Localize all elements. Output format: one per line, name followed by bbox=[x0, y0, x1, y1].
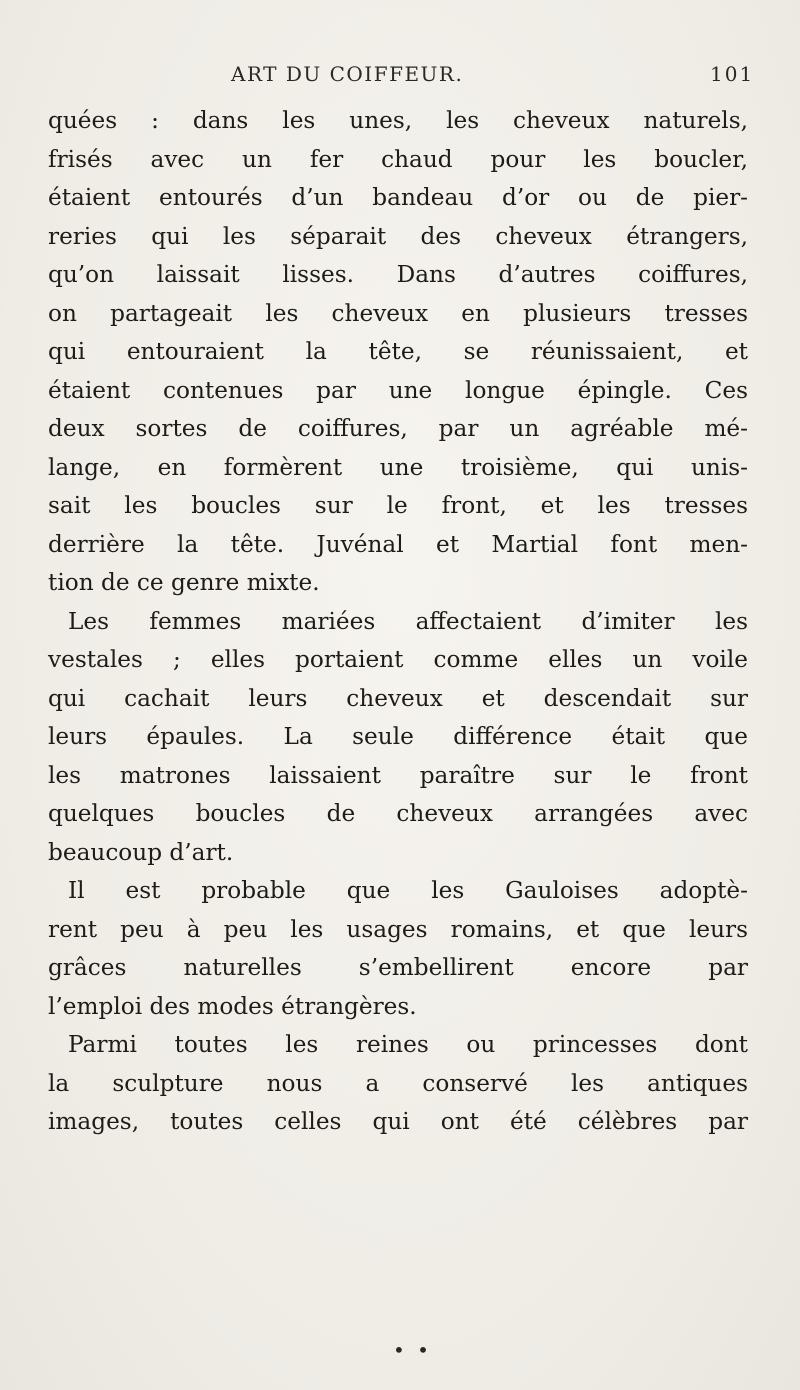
text-line: quées : dans les unes, les cheveux naturels, bbox=[48, 107, 748, 134]
text-line: images, toutes celles qui ont été célèbres par bbox=[48, 1108, 748, 1135]
text-line: deux sortes de coiffures, par un agréable mé- bbox=[48, 415, 748, 442]
text-line: étaient entourés d’un bandeau d’or ou de pier- bbox=[48, 184, 748, 211]
text-line: sait les boucles sur le front, et les tresses bbox=[48, 492, 748, 519]
text-line: étaient contenues par une longue épingle. Ces bbox=[48, 376, 748, 404]
text-line: qu’on laissait lisses. Dans d’autres coiffures, bbox=[48, 261, 748, 288]
text-line: rent peu à peu les usages romains, et que leurs bbox=[48, 915, 748, 943]
text-line: reries qui les séparait des cheveux étrangers, bbox=[48, 222, 748, 250]
text-line: Il est probable que les Gauloises adoptè- bbox=[68, 877, 748, 904]
text-line: la sculpture nous a conservé les antiques bbox=[48, 1069, 748, 1097]
text-line: beaucoup d’art. bbox=[48, 838, 234, 866]
text-line: lange, en formèrent une troisième, qui unis- bbox=[48, 453, 748, 481]
page-number: 101 bbox=[710, 62, 755, 86]
running-head bbox=[0, 62, 800, 102]
text-line: quelques boucles de cheveux arrangées avec bbox=[48, 800, 748, 827]
text-line: frisés avec un fer chaud pour les boucler, bbox=[48, 145, 748, 173]
text-line: vestales ; elles portaient comme elles un voile bbox=[48, 646, 748, 673]
text-line: grâces naturelles s’embellirent encore par bbox=[48, 954, 748, 981]
body-text bbox=[48, 102, 748, 1142]
text-line: tion de ce genre mixte. bbox=[48, 569, 320, 596]
text-line: derrière la tête. Juvénal et Martial font men- bbox=[48, 530, 748, 558]
text-line: qui entouraient la tête, se réunissaient, et bbox=[48, 338, 748, 365]
text-line: l’emploi des modes étrangères. bbox=[48, 992, 417, 1020]
running-title: ART DU COIFFEUR. bbox=[231, 62, 464, 86]
text-line: on partageait les cheveux en plusieurs tresses bbox=[48, 299, 748, 327]
signature-mark: • • bbox=[393, 1338, 432, 1362]
text-line: leurs épaules. La seule différence était que bbox=[48, 723, 748, 750]
text-line: qui cachait leurs cheveux et descendait sur bbox=[48, 684, 748, 712]
text-line: Les femmes mariées affectaient d’imiter les bbox=[68, 607, 748, 635]
text-line: Parmi toutes les reines ou princesses dont bbox=[68, 1031, 748, 1058]
text-line: les matrones laissaient paraître sur le front bbox=[48, 761, 748, 789]
